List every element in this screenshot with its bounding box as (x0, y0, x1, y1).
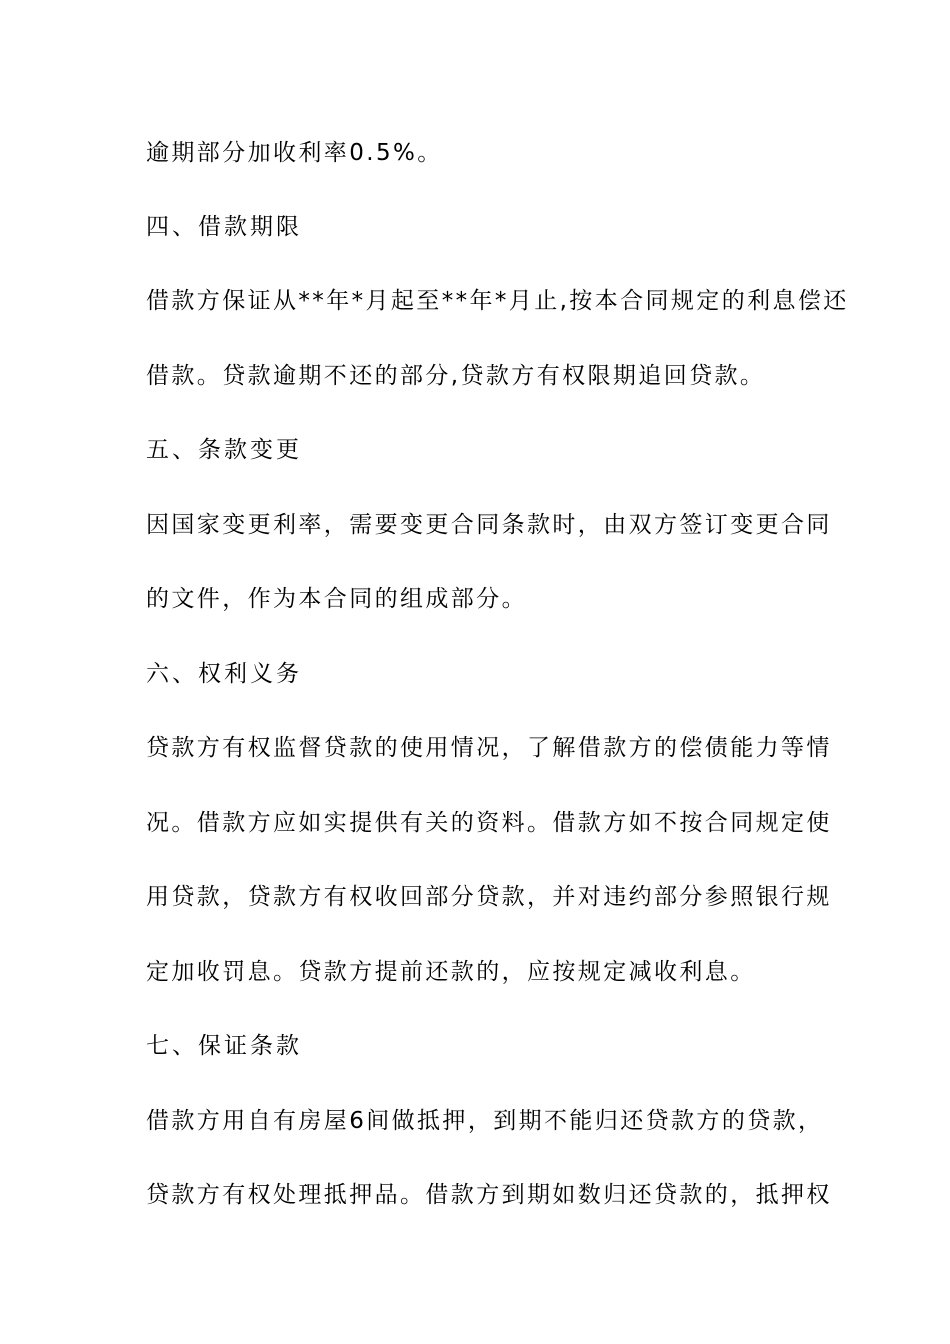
text-line: 贷款方有权监督贷款的使用情况，了解借款方的偿债能力等情 (146, 735, 832, 761)
section-heading-4: 四、借款期限 (146, 214, 302, 240)
text-line: 况。借款方应如实提供有关的资料。借款方如不按合同规定使 (146, 810, 832, 836)
text-line: 的文件，作为本合同的组成部分。 (146, 586, 527, 612)
text-line: 因国家变更利率，需要变更合同条款时，由双方签订变更合同 (146, 512, 832, 538)
text-line: 定加收罚息。贷款方提前还款的，应按规定减收利息。 (146, 959, 756, 985)
text-line: 逾期部分加收利率0.5%。 (146, 140, 443, 166)
text-line: 借款方用自有房屋6间做抵押，到期不能归还贷款方的贷款， (146, 1108, 824, 1134)
text-line: 贷款方有权处理抵押品。借款方到期如数归还贷款的，抵押权 (146, 1182, 832, 1208)
text-line: 借款方保证从**年*月起至**年*月止,按本合同规定的利息偿还 (146, 288, 849, 314)
text-line: 借款。贷款逾期不还的部分,贷款方有权限期追回贷款。 (146, 363, 766, 389)
section-heading-5: 五、条款变更 (146, 437, 302, 463)
section-heading-6: 六、权利义务 (146, 661, 302, 687)
text-line: 用贷款，贷款方有权收回部分贷款，并对违约部分参照银行规 (146, 884, 832, 910)
section-heading-7: 七、保证条款 (146, 1033, 302, 1059)
